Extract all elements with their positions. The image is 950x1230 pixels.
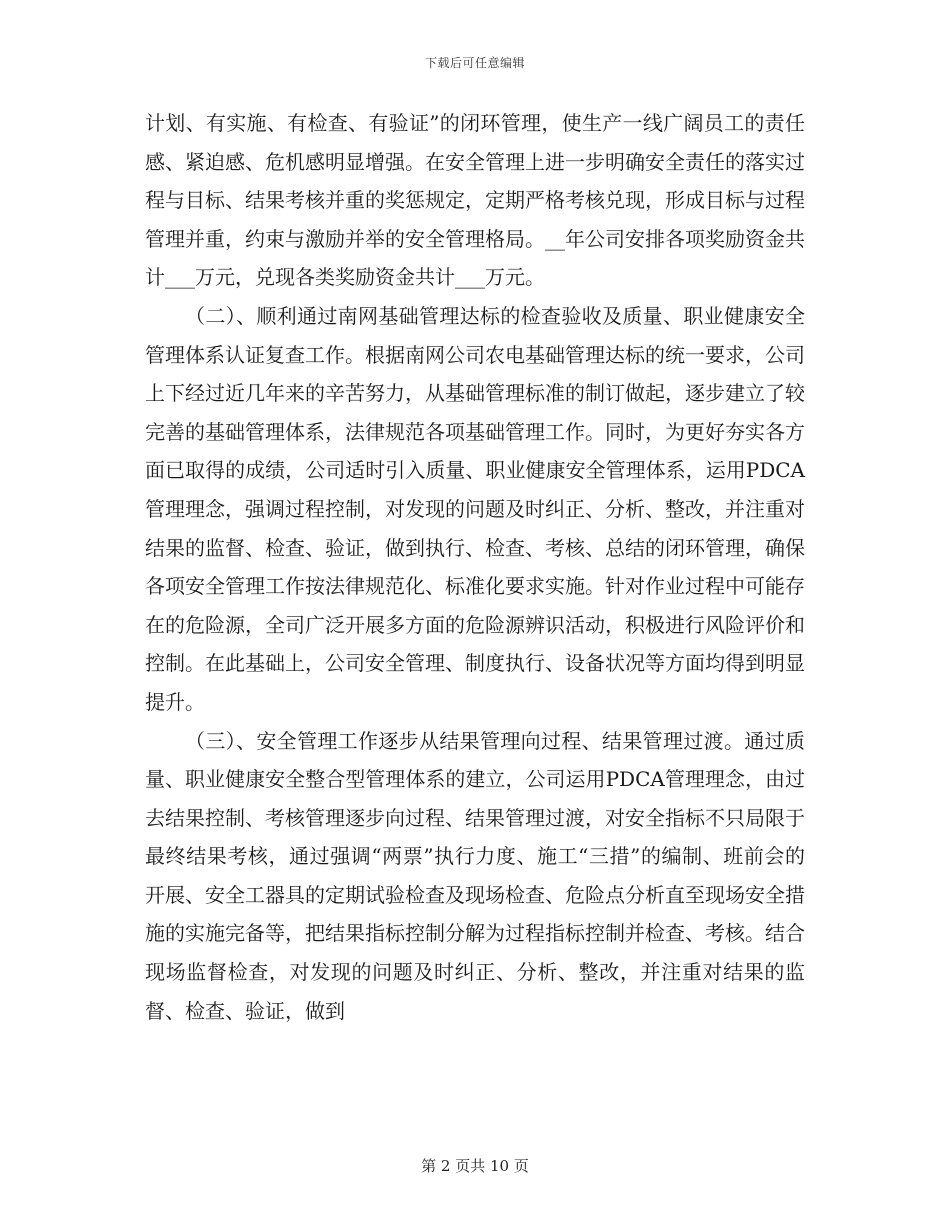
- page-number: 第 2 页共 10 页: [421, 1157, 529, 1175]
- paragraph-section-3: （三）、安全管理工作逐步从结果管理向过程、结果管理过渡。通过质量、职业健康安全整合型管理体系的建立，公司运用PDCA管理理念，由过去结果控制、考核管理逐步向过程、结果管理过渡，对安全指标不只局限于最终结果考核，通过强调“两票”执行力度、施工“三措”的编制、班前会的开展、安全工器具的定期试验检查及现场检查、危险点分析直至现场安全措施的实施完备等，把结果指标控制分解为过程指标控制并检查、考核。结合现场监督检查，对发现的问题及时纠正、分析、整改，并注重对结果的监督、检查、验证，做到: [145, 728, 805, 1023]
- paragraph-continuation: 计划、有实施、有检查、有验证”的闭环管理，使生产一线广阔员工的责任感、紧迫感、危机感明显增强。在安全管理上进一步明确安全责任的落实过程与目标、结果考核并重的奖惩规定，定期严格考核兑现，形成目标与过程管理并重，约束与激励并举的安全管理格局。__年公司安排各项奖励资金共计___万元，兑现各类奖励资金共计___万元。: [145, 111, 805, 290]
- page-header: 下载后可任意编辑: [424, 56, 525, 70]
- document-body: [145, 104, 805, 1030]
- paragraph-section-2: （二）、顺利通过南网基础管理达标的检查验收及质量、职业健康安全管理体系认证复查工作。根据南网公司农电基础管理达标的统一要求，公司上下经过近几年来的辛苦努力，从基础管理标准的制订做起，逐步建立了较完善的基础管理体系，法律规范各项基础管理工作。同时，为更好夯实各方面已取得的成绩，公司适时引入质量、职业健康安全管理体系，运用PDCA管理理念，强调过程控制，对发现的问题及时纠正、分析、整改，并注重对结果的监督、检查、验证，做到执行、检查、考核、总结的闭环管理，确保各项安全管理工作按法律规范化、标准化要求实施。针对作业过程中可能存在的危险源，全司广泛开展多方面的危险源辨识活动，积极进行风险评价和控制。在此基础上，公司安全管理、制度执行、设备状况等方面均得到明显提升。: [145, 303, 805, 714]
